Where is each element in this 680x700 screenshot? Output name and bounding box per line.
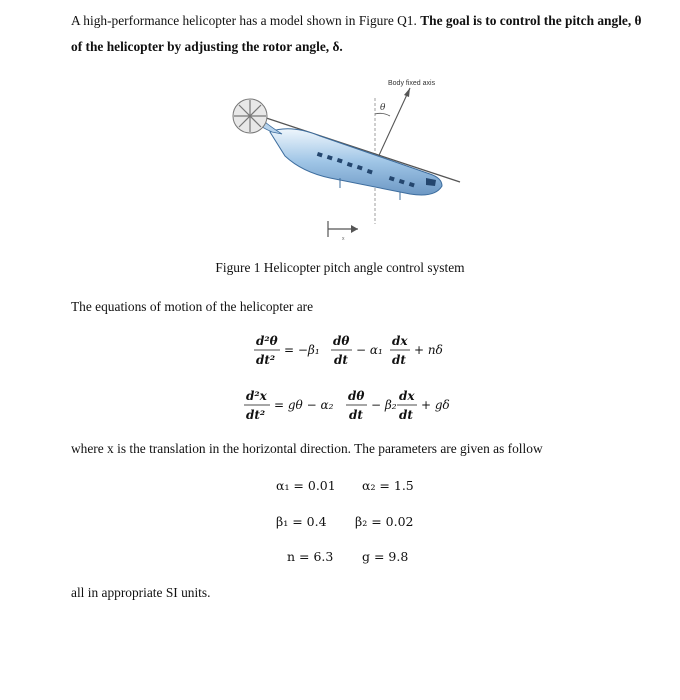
intro-goal-text: The goal is to control the pitch angle, θ of the helicopter by adjusting the rotor angle, δ. xyxy=(71,13,642,54)
where-statement: where x is the translation in the horizontal direction. The parameters are given as follow xyxy=(71,441,543,456)
eq1-mid-term: − α₁ xyxy=(356,343,383,357)
intro-plain-text: A high-performance helicopter has a model shown in Figure Q1. xyxy=(71,13,421,28)
figure-caption: Figure 1 Helicopter pitch angle control system xyxy=(215,260,465,275)
theta-angle-arc xyxy=(375,113,390,116)
body-axis-line xyxy=(375,88,410,164)
eq2-lhs-denominator: dt² xyxy=(246,408,266,422)
param-alpha2: α₂ = 1.5 xyxy=(362,478,414,493)
eq1-frac2-numerator: dx xyxy=(392,334,408,348)
equations-of-motion xyxy=(240,330,500,430)
equation-1 xyxy=(254,334,443,367)
eq2-equals: = gθ − α₂ xyxy=(274,398,334,412)
eq1-lhs-numerator: d²θ xyxy=(256,334,278,348)
param-alpha1: α₁ = 0.01 xyxy=(276,478,336,493)
param-beta2: β₂ = 0.02 xyxy=(355,514,414,529)
param-g: g = 9.8 xyxy=(362,549,409,564)
tail-rotor xyxy=(233,99,267,133)
eq2-mid-term: − β₂ xyxy=(371,398,397,412)
param-beta1: β₁ = 0.4 xyxy=(276,514,327,529)
equations-intro: The equations of motion of the helicopter are xyxy=(71,299,314,314)
eq2-frac2-denominator: dt xyxy=(399,408,413,422)
problem-statement xyxy=(71,8,651,60)
helicopter-figure xyxy=(230,74,470,244)
eq1-tail: + nδ xyxy=(414,343,443,357)
theta-angle-label: θ xyxy=(380,103,386,113)
param-n: n = 6.3 xyxy=(287,549,334,564)
eq1-frac1-numerator: dθ xyxy=(333,334,350,348)
eq1-frac2-denominator: dt xyxy=(392,353,406,367)
eq2-frac2-numerator: dx xyxy=(399,389,415,403)
eq1-lhs-denominator: dt² xyxy=(256,353,276,367)
eq2-lhs-numerator: d²x xyxy=(246,389,267,403)
eq2-frac1-numerator: dθ xyxy=(348,389,365,403)
eq2-frac1-denominator: dt xyxy=(349,408,363,422)
eq1-frac1-denominator: dt xyxy=(334,353,348,367)
helicopter-body xyxy=(270,129,442,195)
eq2-tail: + gδ xyxy=(421,398,450,412)
rotor-angle-small-label: x xyxy=(342,236,345,242)
equation-2 xyxy=(244,389,450,422)
eq1-equals: = −β₁ xyxy=(284,343,320,357)
units-statement: all in appropriate SI units. xyxy=(71,585,211,600)
body-axis-arrowhead xyxy=(404,88,410,97)
body-axis-label: Body fixed axis xyxy=(388,80,436,87)
rotor-angle-indicator xyxy=(328,221,358,237)
